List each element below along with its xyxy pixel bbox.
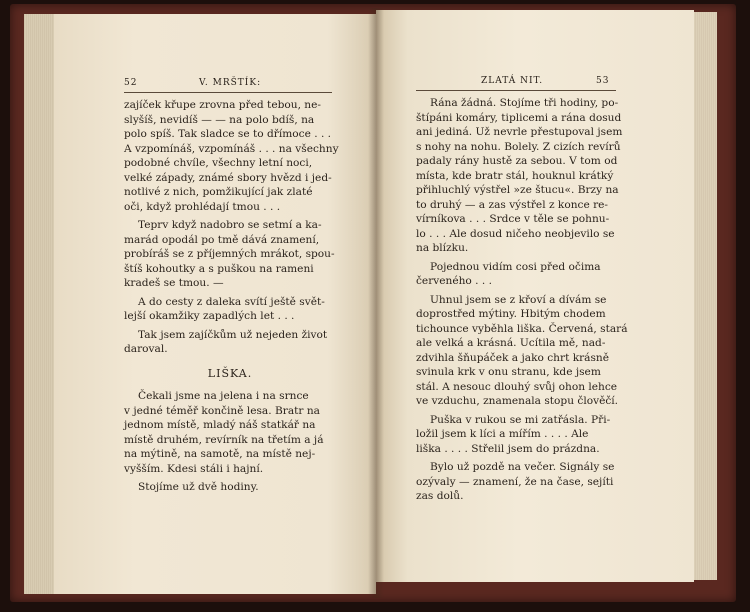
text-line: polo spíš. Tak sladce se to dřímoce . . . [124,128,332,140]
left-page [54,14,376,594]
paragraph [416,260,620,289]
head-rule-right [416,90,616,91]
text-line: Stojíme už dvě hodiny. [138,481,259,493]
text-line: ani jediná. Už nevrle přestupoval jsem [416,126,623,138]
text-line: místě druhém, revírník na třetím a já [124,433,324,446]
paragraph [124,295,336,324]
text-line: červeného . . . [416,275,493,287]
text-line: ve vzduchu, znamenala stopu člověčí. [416,395,619,407]
paragraph [416,96,623,256]
right-page-body [416,96,628,508]
text-line: Čekali jsme na jelena i na srnce [138,390,309,402]
text-line: probíráš se z příjemných mrákot, spou- [124,248,335,260]
text-line: stál. A nesouc dlouhý svůj ohon lehce [416,380,618,393]
text-line: zajíček křupe zrovna před tebou, ne- [124,99,321,111]
text-line: oči, když prohlédají tmou . . . [124,200,281,213]
section-title: LIŠKA. [207,366,253,380]
text-line: notlivé z nich, pomžikující jak zlaté [124,186,313,198]
text-line: místa, kde bratr stál, houknul krátký [416,169,614,182]
text-line: Puška v rukou se mi zatřásla. Při- [430,413,611,426]
text-line: lo . . . Ale dosud ničeho neobjevilo se [416,227,615,240]
book-gutter [368,8,384,598]
text-line: kradeš se tmou. — [124,277,224,289]
text-line: tichounce vyběhla liška. Červená, stará [416,322,628,335]
text-line: slyšíš, nevidíš — — na polo bdíš, na [124,113,315,126]
text-line: podobné chvíle, všechny letní noci, [124,157,313,169]
paragraph [416,413,620,457]
text-line: A vzpomínáš, vzpomínáš . . . na všechny [124,142,339,155]
text-line: na mýtině, na samotě, na místě nej- [124,448,316,460]
text-line: ale velká a krásná. Ucítila mě, nad- [416,337,606,349]
text-line: zas dolů. [416,490,464,502]
text-line: zdvihla šňupáček a jako chrt krásně [416,351,610,364]
text-line: na blízku. [416,242,469,254]
text-line: velké západy, známé sbory hvězd i jed- [124,171,332,184]
head-rule-left [124,92,332,93]
text-line: Teprv když nadobro se setmí a ka- [138,219,322,231]
text-line: štíš kohoutky a s puškou na rameni [124,262,314,275]
paragraph [124,480,336,495]
text-line: lejší okamžiky zapadlých let . . . [124,310,295,322]
paragraph [124,98,339,214]
text-line: padaly rány hustě za sebou. V tom od [416,155,618,167]
text-line: Rána žádná. Stojíme tři hodiny, po- [430,97,619,109]
paragraph [124,218,336,291]
paragraph [124,328,336,357]
text-line: štípáni komáry, tiplicemi a rána dosud [416,111,622,124]
text-line: to druhý — a zas výstřel z konce re- [416,198,608,211]
text-line: Tak jsem zajíčkům už nejeden život [138,328,328,341]
right-page [376,10,694,582]
text-line: vyšším. Kdesi stáli i hajní. [124,462,264,475]
page-edges-left [24,14,54,594]
left-page-body [124,98,339,499]
text-line: Uhnul jsem se z křoví a dívám se [430,293,607,306]
text-line: v jedné téměř končině lesa. Bratr na [124,404,320,417]
paragraph [124,389,336,476]
paragraph [416,293,628,409]
text-line: přihluchlý výstřel »ze štucu«. Brzy na [416,184,619,196]
text-line: s nohy na nohu. Bolely. Z cizích revírů [416,140,621,153]
running-head-right: ZLATÁ NIT. [481,76,544,86]
text-line: ložil jsem k líci a mířím . . . . Ale [416,428,589,440]
text-line: Bylo už pozdě na večer. Signály se [430,461,615,473]
paragraph [416,460,620,504]
page-number-right: 53 [596,76,610,86]
running-head-left: V. MRŠTÍK: [199,78,262,88]
page-number-left: 52 [124,78,138,88]
text-line: daroval. [124,343,168,355]
text-line: Pojednou vidím cosi před očima [430,260,601,273]
text-line: marád opodál po tmě dává znamení, [124,233,320,246]
text-line: doprostřed mýtiny. Hbitým chodem [416,308,606,320]
text-line: svinula krk v onu stranu, kde jsem [416,366,601,378]
text-line: ozývaly — znamení, že na čase, sejíti [416,475,614,488]
text-line: A do cesty z daleka svítí ještě svět- [138,295,325,308]
page-edges-right [693,12,717,580]
text-line: liška . . . . Střelil jsem do prázdna. [416,442,600,455]
text-line: vírníkova . . . Srdce v těle se pohnu- [416,213,610,225]
text-line: jednom místě, mladý náš statkář na [124,419,316,431]
